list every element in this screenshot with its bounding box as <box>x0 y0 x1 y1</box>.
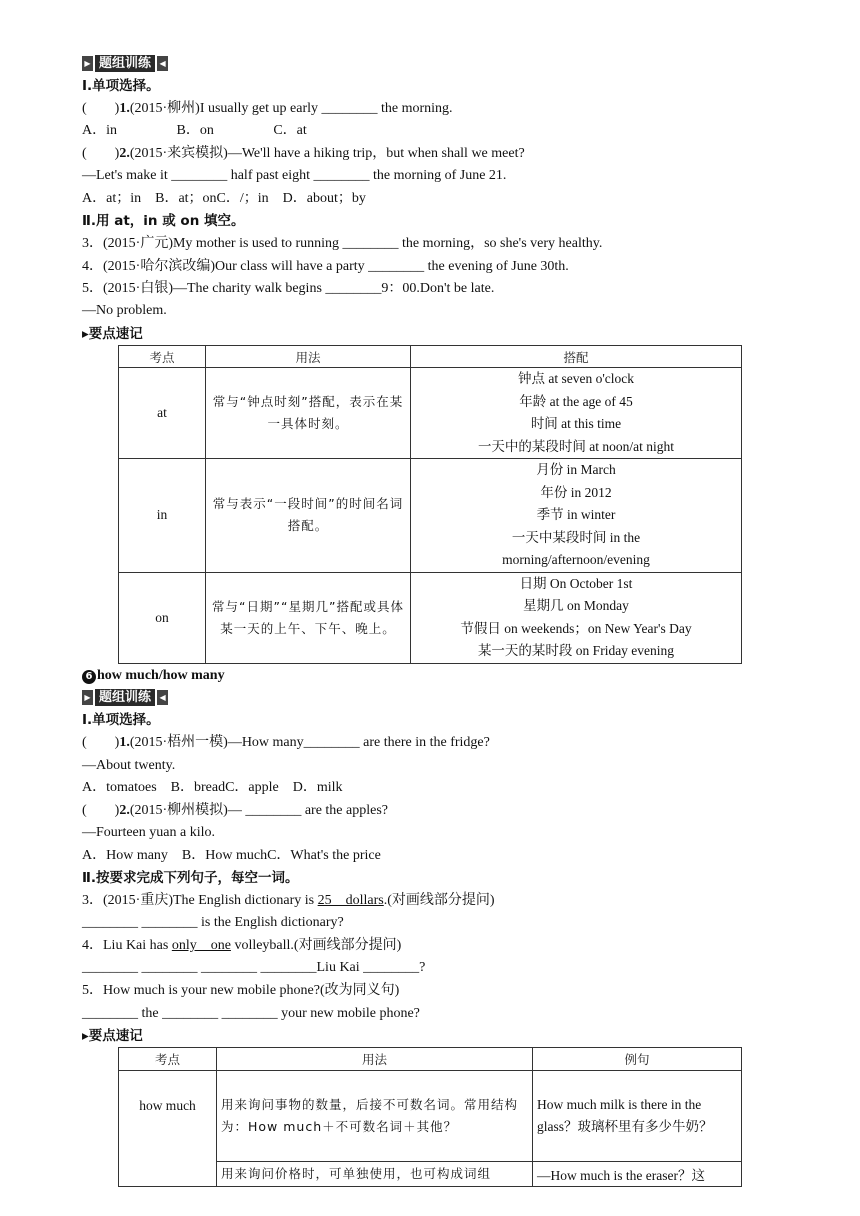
play-left-icon: ◀ <box>157 56 168 71</box>
question-5-line2: ________ the ________ ________ your new mobile phone? <box>82 1006 420 1021</box>
usage-cell: 用来询问价格时，可单独使用，也可构成词组 <box>217 1162 533 1187</box>
play-left-icon: ◀ <box>157 690 168 705</box>
question-1-options: A．tomatoes B．breadC．apple D．milk <box>82 780 343 795</box>
underlined-answer: only one <box>171 938 231 953</box>
play-right-icon: ▶ <box>82 690 93 705</box>
question-5: 5．How much is your new mobile phone?(改为同义句) <box>82 983 400 998</box>
header-collocation: 搭配 <box>411 346 742 368</box>
header-example: 例句 <box>533 1048 742 1071</box>
question-2-options: A．at；in B．at；onC．/；in D．about；by <box>82 191 366 206</box>
answer-blank[interactable]: ( ) <box>82 146 120 161</box>
question-5: 5．(2015·白银)—The charity walk begins ________9：00.Don't be late. <box>82 281 495 296</box>
table-row <box>119 572 742 663</box>
part1-title: Ⅰ.单项选择。 <box>82 78 160 94</box>
usage-cell: 常与“日期”“星期几”搭配或具体某一天的上午、下午、晚上。 <box>206 572 411 663</box>
example-cell: How much milk is there in the glass？玻璃杯里有多少牛奶？ <box>533 1071 742 1162</box>
question-1-line2: —About twenty. <box>82 758 176 773</box>
badge-label: 题组训练 <box>95 689 155 706</box>
header-usage: 用法 <box>217 1048 533 1071</box>
table-row <box>119 459 742 573</box>
usage-cell: 常与“钟点时刻”搭配，表示在某一具体时刻。 <box>206 368 411 459</box>
badge-label: 题组训练 <box>95 55 155 72</box>
table-row <box>119 368 742 459</box>
answer-blank[interactable]: ( ) <box>82 803 120 818</box>
part2-title: Ⅱ.用 at，in 或 on 填空。 <box>82 213 245 229</box>
part1-title: Ⅰ.单项选择。 <box>82 712 160 728</box>
question-4: 4．Liu Kai has only one volleyball.(对画线部分提问) <box>82 938 402 953</box>
question-3: 3．(2015·广元)My mother is used to running ________ the morning，so she's very healthy. <box>82 236 603 251</box>
header-point: 考点 <box>119 1048 217 1071</box>
section-heading: 6 how much/how many <box>82 667 225 685</box>
circled-number: 6 <box>82 670 96 684</box>
answer-blank[interactable]: ( ) <box>82 101 120 116</box>
question-2: ( )2.(2015·柳州模拟)— ________ are the apples? <box>82 803 388 818</box>
part2-title: Ⅱ.按要求完成下列句子，每空一词。 <box>82 870 299 886</box>
point-cell: at <box>119 368 206 459</box>
collocation-cell: 日期 On October 1st 星期几 on Monday 节假日 on weekends；on New Year's Day 某一天的某时段 on Friday evening <box>411 572 742 663</box>
question-3-line2: ________ ________ is the English dictionary? <box>82 915 344 930</box>
question-2-line2: —Let's make it ________ half past eight ________ the morning of June 21. <box>82 168 507 183</box>
table-row <box>119 1071 742 1162</box>
question-4-line2: ________ ________ ________ ________Liu Kai ________? <box>82 960 426 975</box>
question-3: 3．(2015·重庆)The English dictionary is 25 dollars.(对画线部分提问) <box>82 893 495 908</box>
how-much-table <box>118 1047 742 1187</box>
collocation-cell: 钟点 at seven o'clock 年龄 at the age of 45 时间 at this time 一天中的某段时间 at noon/at night <box>411 368 742 459</box>
answer-blank[interactable]: ( ) <box>82 735 120 750</box>
question-4: 4．(2015·哈尔滨改编)Our class will have a party ________ the evening of June 30th. <box>82 259 569 274</box>
point-cell: how much <box>119 1071 217 1187</box>
usage-cell: 常与表示“一段时间”的时间名词搭配。 <box>206 459 411 573</box>
usage-cell: 用来询问事物的数量，后接不可数名词。常用结构为：How much＋不可数名词＋其他？ <box>217 1071 533 1162</box>
header-usage: 用法 <box>206 346 411 368</box>
question-1-options: A．in B．on C．at <box>82 123 307 138</box>
underlined-answer: 25 dollars <box>317 893 384 908</box>
point-cell: on <box>119 572 206 663</box>
question-5-line2: —No problem. <box>82 303 167 318</box>
exercise-badge <box>82 55 168 72</box>
question-2-options: A．How many B．How muchC．What's the price <box>82 848 381 863</box>
key-points-title: ▸要点速记 <box>82 1028 143 1044</box>
question-1: ( )1.(2015·柳州)I usually get up early ________ the morning. <box>82 101 453 116</box>
point-cell: in <box>119 459 206 573</box>
question-2-line2: —Fourteen yuan a kilo. <box>82 825 215 840</box>
play-right-icon: ▶ <box>82 56 93 71</box>
prepositions-table <box>118 345 742 664</box>
question-2: ( )2.(2015·来宾模拟)—We'll have a hiking trip，but when shall we meet? <box>82 146 525 161</box>
key-points-title: ▸要点速记 <box>82 326 143 342</box>
question-1: ( )1.(2015·梧州一模)—How many________ are there in the fridge? <box>82 735 490 750</box>
exercise-badge <box>82 689 168 706</box>
header-point: 考点 <box>119 346 206 368</box>
example-cell: —How much is the eraser？这 <box>533 1162 742 1187</box>
collocation-cell: 月份 in March 年份 in 2012 季节 in winter 一天中某段时间 in the morning/afternoon/evening <box>411 459 742 573</box>
